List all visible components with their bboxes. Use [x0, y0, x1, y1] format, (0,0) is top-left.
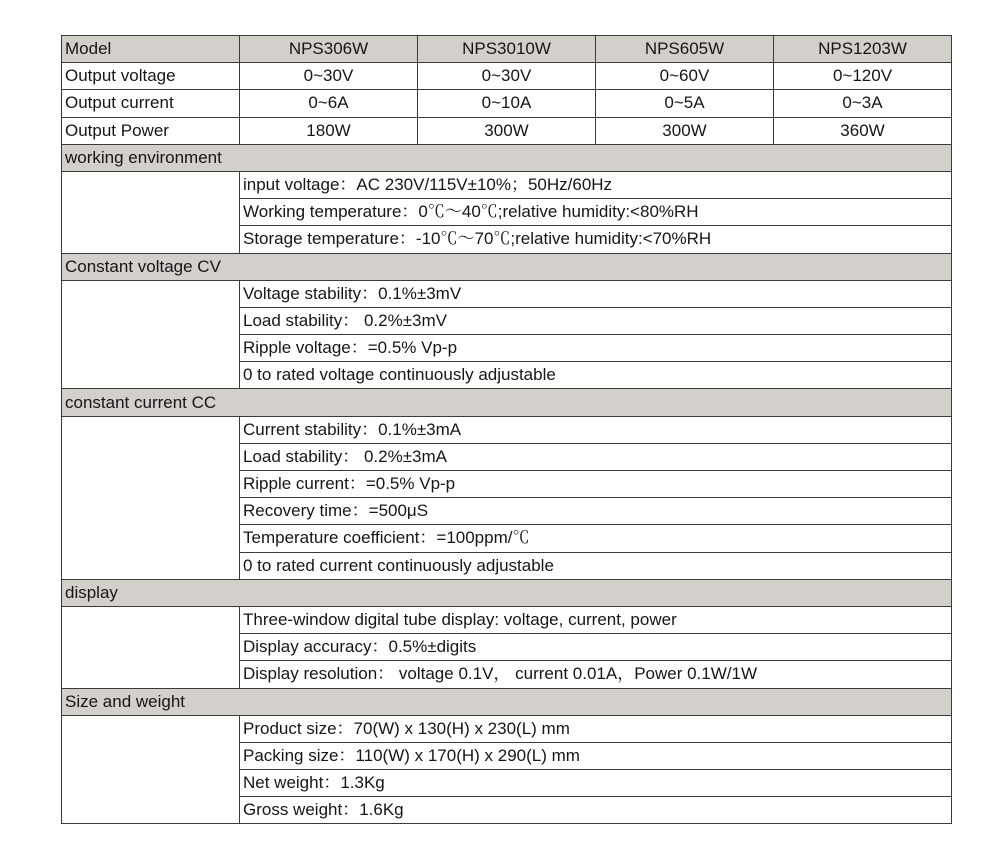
- section-blank-cell: [62, 280, 240, 389]
- spec-row-output-power: [62, 117, 952, 144]
- model-name: NPS3010W: [418, 36, 596, 63]
- spec-item: Display resolution： voltage 0.1V， current 0.01A，Power 0.1W/1W: [240, 661, 952, 688]
- section-title: Constant voltage CV: [62, 253, 952, 280]
- row-label: Output voltage: [62, 63, 240, 90]
- row-value: 300W: [596, 117, 774, 144]
- row-value: 180W: [240, 117, 418, 144]
- row-label: Output current: [62, 90, 240, 117]
- row-value: 0~3A: [774, 90, 952, 117]
- section-header-row: [62, 144, 952, 171]
- row-value: 0~120V: [774, 63, 952, 90]
- spec-item: Temperature coefficient：=100ppm/℃: [240, 525, 952, 552]
- section-header-row: [62, 579, 952, 606]
- spec-row-output-voltage: [62, 63, 952, 90]
- spec-item-row: [62, 715, 952, 742]
- section-title: working environment: [62, 144, 952, 171]
- row-label: Output Power: [62, 117, 240, 144]
- model-header-row: [62, 36, 952, 63]
- spec-item-row: [62, 416, 952, 443]
- spec-item: 0 to rated voltage continuously adjustable: [240, 362, 952, 389]
- section-title: constant current CC: [62, 389, 952, 416]
- section-header-row: [62, 688, 952, 715]
- model-name: NPS1203W: [774, 36, 952, 63]
- spec-item: 0 to rated current continuously adjustable: [240, 552, 952, 579]
- spec-item: Voltage stability：0.1%±3mV: [240, 280, 952, 307]
- spec-item: Display accuracy：0.5%±digits: [240, 634, 952, 661]
- section-title: Size and weight: [62, 688, 952, 715]
- section-blank-cell: [62, 715, 240, 824]
- section-blank-cell: [62, 416, 240, 579]
- spec-item-row: [62, 606, 952, 633]
- spec-item: Net weight：1.3Kg: [240, 770, 952, 797]
- section-blank-cell: [62, 171, 240, 253]
- section-title: display: [62, 579, 952, 606]
- row-value: 360W: [774, 117, 952, 144]
- spec-table: [61, 35, 952, 824]
- spec-item-row: [62, 171, 952, 198]
- spec-item: Product size：70(W) x 130(H) x 230(L) mm: [240, 715, 952, 742]
- row-value: 0~6A: [240, 90, 418, 117]
- spec-item: Ripple voltage：=0.5% Vp-p: [240, 335, 952, 362]
- section-blank-cell: [62, 606, 240, 688]
- spec-item: Gross weight：1.6Kg: [240, 797, 952, 824]
- spec-sheet: [61, 35, 951, 824]
- spec-item: Three-window digital tube display: voltage, current, power: [240, 606, 952, 633]
- section-header-row: [62, 253, 952, 280]
- section-header-row: [62, 389, 952, 416]
- spec-item: Packing size：110(W) x 170(H) x 290(L) mm: [240, 742, 952, 769]
- spec-item: Working temperature：0℃～40℃;relative humidity:<80%RH: [240, 199, 952, 226]
- row-value: 0~60V: [596, 63, 774, 90]
- row-value: 0~30V: [240, 63, 418, 90]
- row-value: 0~5A: [596, 90, 774, 117]
- spec-item: Recovery time：=500μS: [240, 498, 952, 525]
- row-value: 0~10A: [418, 90, 596, 117]
- spec-item: Load stability： 0.2%±3mA: [240, 443, 952, 470]
- model-name: NPS605W: [596, 36, 774, 63]
- spec-item: input voltage：AC 230V/115V±10%；50Hz/60Hz: [240, 171, 952, 198]
- model-name: NPS306W: [240, 36, 418, 63]
- row-value: 300W: [418, 117, 596, 144]
- spec-table-body: [62, 36, 952, 824]
- row-value: 0~30V: [418, 63, 596, 90]
- spec-item: Storage temperature：-10℃～70℃;relative humidity:<70%RH: [240, 226, 952, 253]
- spec-item: Current stability：0.1%±3mA: [240, 416, 952, 443]
- spec-item: Ripple current：=0.5% Vp-p: [240, 471, 952, 498]
- spec-item-row: [62, 280, 952, 307]
- spec-row-output-current: [62, 90, 952, 117]
- model-label: Model: [62, 36, 240, 63]
- spec-item: Load stability： 0.2%±3mV: [240, 307, 952, 334]
